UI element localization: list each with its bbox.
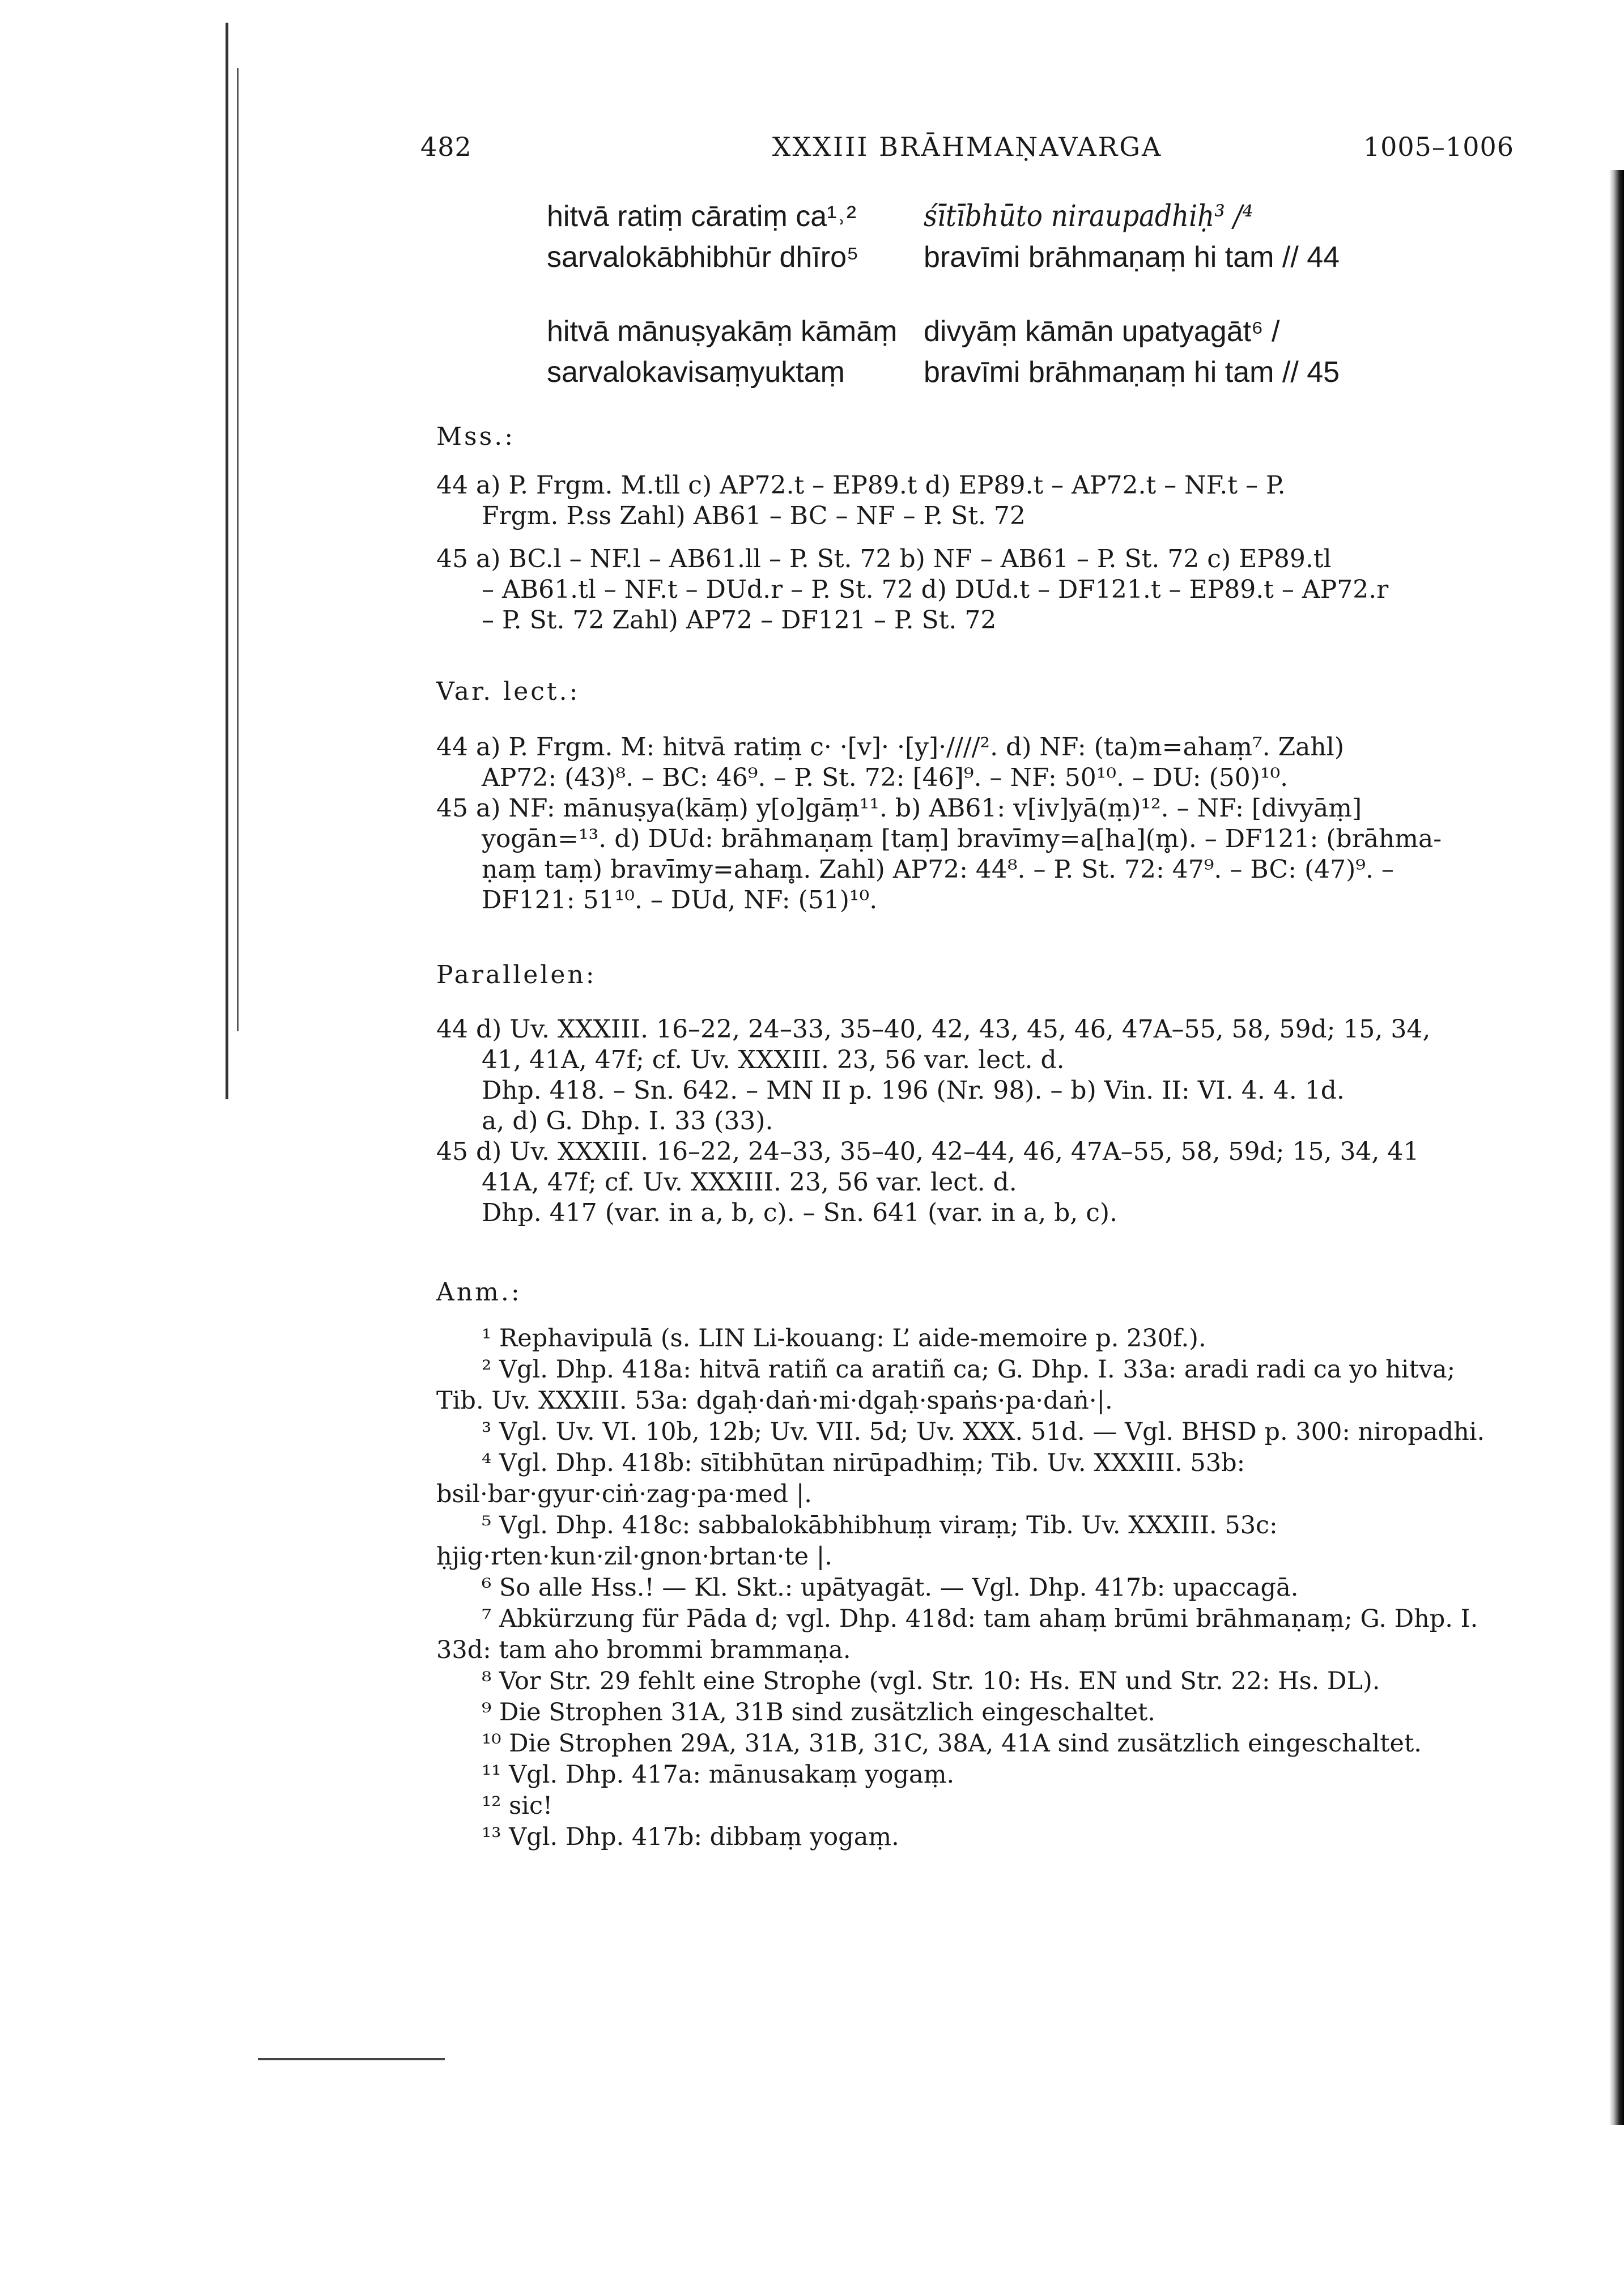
varlect-line: ṇaṃ taṃ) bravīmy=aham̥. Zahl) AP72: 44⁸. – P. St. 72: 47⁹. – BC: (47)⁹. –	[482, 855, 1394, 884]
footnote: ¹² sic!	[482, 1792, 553, 1820]
verse-range: 1005–1006	[1363, 131, 1514, 162]
verse-pada: sarvalokābhibhūr dhīro⁵	[547, 241, 859, 274]
scan-artifact-edge	[1609, 170, 1624, 2125]
footnote: ⁸ Vor Str. 29 fehlt eine Strophe (vgl. Str. 10: Hs. EN und Str. 22: Hs. DL).	[482, 1667, 1380, 1695]
parallel-line: 41A, 47f; cf. Uv. XXXIII. 23, 56 var. lect. d.	[482, 1168, 1017, 1197]
scan-artifact-line	[226, 23, 228, 1099]
verse-pada: śītībhūto niraupadhiḥ³ /⁴	[924, 199, 1253, 233]
varlect-heading: Var. lect.:	[436, 677, 580, 706]
footnote: ¹ Rephavipulā (s. LIN Li-kouang: L’ aide-memoire p. 230f.).	[482, 1324, 1206, 1353]
chapter-title: XXXIII BRĀHMAṆAVARGA	[772, 131, 1163, 162]
footnote: ⁹ Die Strophen 31A, 31B sind zusätzlich eingeschaltet.	[482, 1698, 1155, 1727]
verse-line	[547, 355, 1510, 396]
footnote: ¹¹ Vgl. Dhp. 417a: mānusakaṃ yogaṃ.	[482, 1761, 955, 1789]
parallel-line: 41, 41A, 47f; cf. Uv. XXXIII. 23, 56 var. lect. d.	[482, 1045, 1065, 1074]
verse-line	[547, 314, 1510, 355]
notes-section	[436, 1323, 1502, 1853]
mss-line: 44 a) P. Frgm. M.tll c) AP72.t – EP89.t d) EP89.t – AP72.t – NF.t – P.	[436, 471, 1286, 500]
mss-line: 45 a) BC.l – NF.l – AB61.ll – P. St. 72 b) NF – AB61 – P. St. 72 c) EP89.tl	[436, 545, 1332, 573]
varlect-line: 44 a) P. Frgm. M: hitvā ratiṃ c· ·[v]· ·[y]·////². d) NF: (ta)m=ahaṃ⁷. Zahl)	[436, 733, 1344, 762]
mss-heading: Mss.:	[436, 422, 516, 451]
anm-heading: Anm.:	[436, 1278, 522, 1307]
footnote: ¹³ Vgl. Dhp. 417b: dibbaṃ yogaṃ.	[482, 1823, 899, 1851]
verse-44	[547, 199, 1510, 281]
parallelen-section	[436, 1014, 1502, 1228]
verse-45	[547, 314, 1510, 396]
mss-line: – AB61.tl – NF.t – DUd.r – P. St. 72 d) DUd.t – DF121.t – EP89.t – AP72.r	[482, 575, 1389, 604]
footnote: ⁴ Vgl. Dhp. 418b: sītibhūtan nirūpadhiṃ; Tib. Uv. XXXIII. 53b: bsil·bar·gyur·ciṅ·zag·pa·med |.	[436, 1449, 1245, 1508]
scan-artifact-line	[237, 68, 239, 1031]
varlect-line: DF121: 51¹⁰. – DUd, NF: (51)¹⁰.	[482, 886, 878, 915]
parallel-line: 44 d) Uv. XXXIII. 16–22, 24–33, 35–40, 42, 43, 45, 46, 47A–55, 58, 59d; 15, 34,	[436, 1015, 1431, 1044]
verse-pada: bravīmi brāhmaṇaṃ hi tam // 45	[924, 356, 1340, 389]
footnote: ⁶ So alle Hss.! — Kl. Skt.: upātyagāt. — Vgl. Dhp. 417b: upaccagā.	[482, 1574, 1299, 1602]
footnote: ² Vgl. Dhp. 418a: hitvā ratiñ ca aratiñ ca; G. Dhp. I. 33a: aradi radi ca yo hitva; Tib. Uv. XXXIII. 53a: dgaḥ·daṅ·mi·dgaḥ·spaṅs·pa·daṅ·|.	[436, 1355, 1456, 1415]
parallelen-heading: Parallelen:	[436, 960, 597, 989]
varlect-line: AP72: (43)⁸. – BC: 46⁹. – P. St. 72: [46]⁹. – NF: 50¹⁰. – DU: (50)¹⁰.	[482, 763, 1289, 792]
verse-pada: hitvā mānuṣyakāṃ kāmāṃ	[547, 315, 898, 348]
footnote: ³ Vgl. Uv. VI. 10b, 12b; Uv. VII. 5d; Uv. XXX. 51d. — Vgl. BHSD p. 300: niropadhi.	[482, 1418, 1485, 1446]
varlect-section	[436, 732, 1502, 916]
verse-line	[547, 240, 1510, 281]
parallel-line: a, d) G. Dhp. I. 33 (33).	[482, 1107, 773, 1136]
verse-pada: bravīmi brāhmaṇaṃ hi tam // 44	[924, 241, 1340, 274]
verse-pada: hitvā ratiṃ cāratiṃ ca¹˒²	[547, 200, 857, 233]
verse-pada: divyāṃ kāmān upatyagāt⁶ /	[924, 315, 1280, 348]
footnote: ⁷ Abkürzung für Pāda d; vgl. Dhp. 418d: tam ahaṃ brūmi brāhmaṇaṃ; G. Dhp. I. 33d: tam aho brommi brammaṇa.	[436, 1605, 1478, 1664]
verse-line	[547, 199, 1510, 240]
parallel-line: Dhp. 417 (var. in a, b, c). – Sn. 641 (var. in a, b, c).	[482, 1198, 1118, 1227]
mss-line: – P. St. 72 Zahl) AP72 – DF121 – P. St. 72	[482, 606, 997, 635]
footnote: ¹⁰ Die Strophen 29A, 31A, 31B, 31C, 38A, 41A sind zusätzlich eingeschaltet.	[482, 1729, 1422, 1758]
scan-artifact-line	[258, 2058, 445, 2060]
footnote: ⁵ Vgl. Dhp. 418c: sabbalokābhibhuṃ viraṃ; Tib. Uv. XXXIII. 53c: ḥjig·rten·kun·zil·gnon·brtan·te |.	[436, 1511, 1278, 1571]
parallel-line: 45 d) Uv. XXXIII. 16–22, 24–33, 35–40, 42–44, 46, 47A–55, 58, 59d; 15, 34, 41	[436, 1137, 1419, 1166]
page-number: 482	[420, 131, 472, 162]
parallel-line: Dhp. 418. – Sn. 642. – MN II p. 196 (Nr. 98). – b) Vin. II: VI. 4. 4. 1d.	[482, 1076, 1345, 1105]
varlect-line: 45 a) NF: mānuṣya(kāṃ) y[o]gāṃ¹¹. b) AB61: v[iv]yā(ṃ)¹². – NF: [divyāṃ]	[436, 794, 1362, 823]
mss-line: Frgm. P.ss Zahl) AB61 – BC – NF – P. St. 72	[482, 501, 1026, 530]
varlect-line: yogān=¹³. d) DUd: brāhmaṇaṃ [taṃ] bravīmy=a[ha](m̥). – DF121: (brāhma-	[482, 824, 1442, 853]
verse-pada: sarvalokavisaṃyuktaṃ	[547, 356, 845, 389]
mss-section	[436, 470, 1502, 636]
running-head	[420, 131, 1514, 171]
